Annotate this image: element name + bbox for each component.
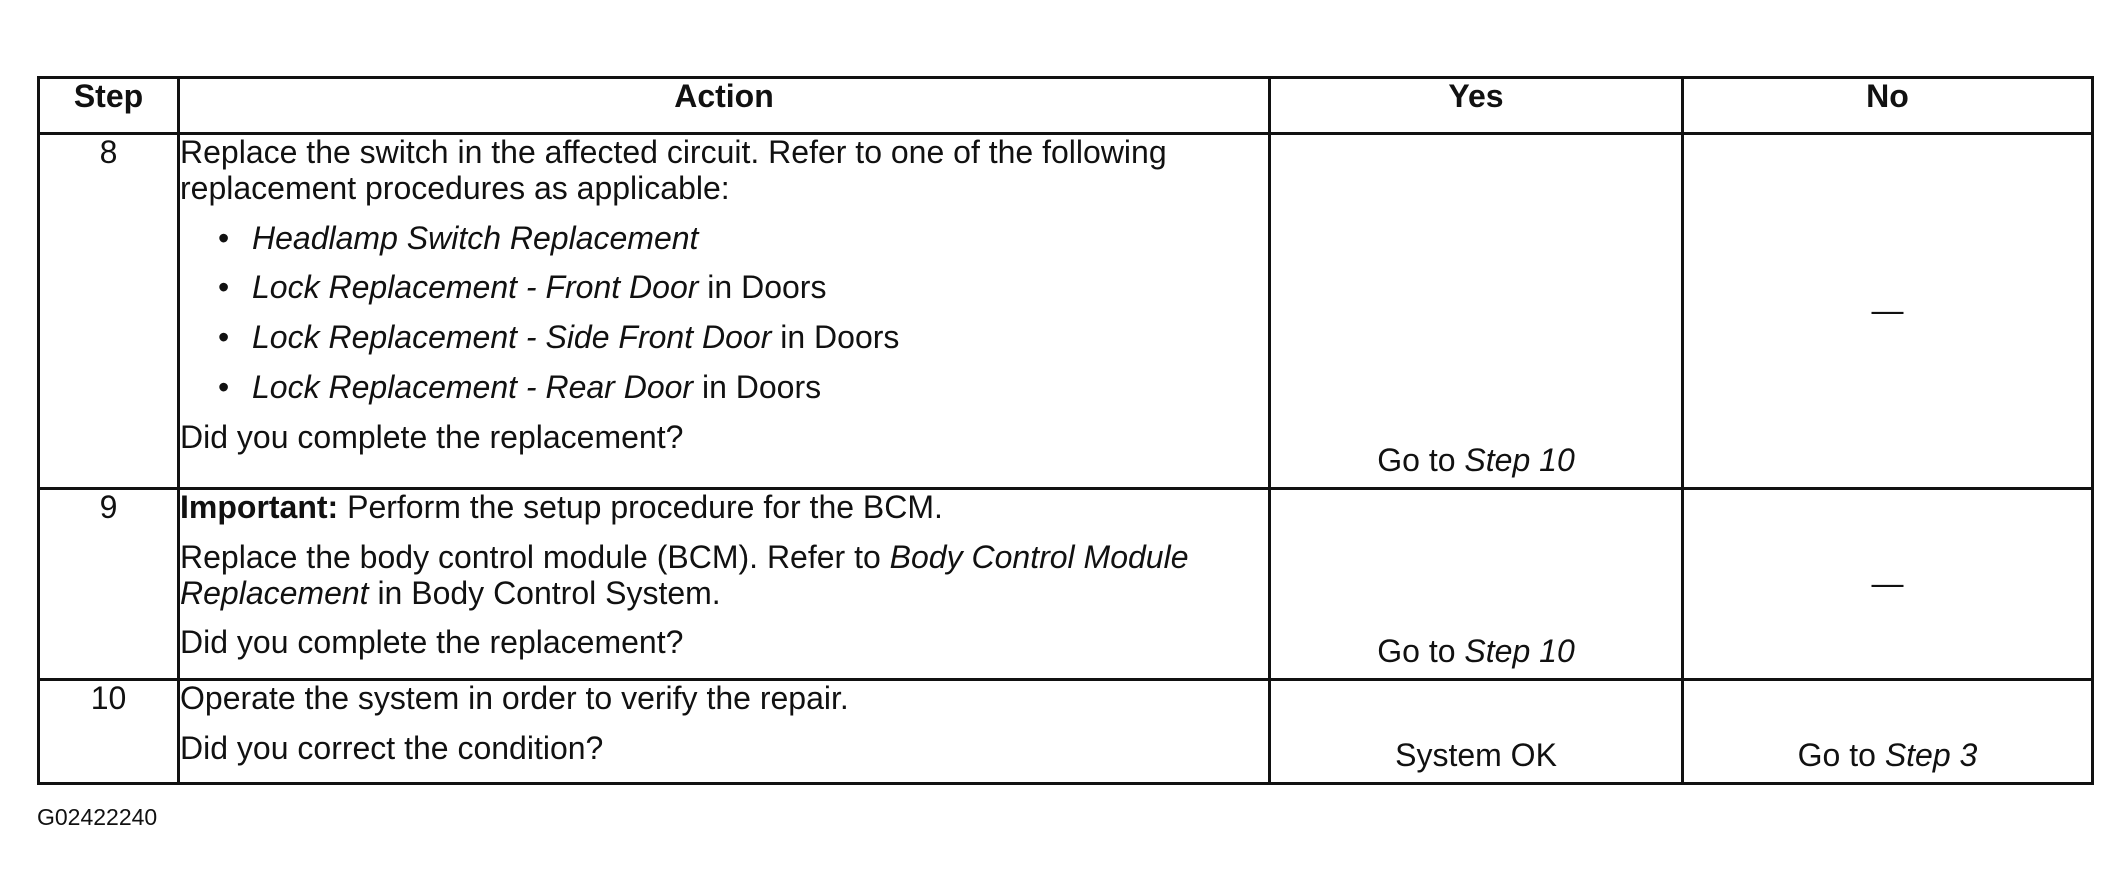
no-cell (1683, 134, 2093, 489)
table-row-step-8 (39, 134, 2093, 489)
procedure-item (218, 370, 1268, 406)
yes-prefix: Go to (1377, 442, 1465, 479)
procedure-link: Body Control Module Replacement (180, 538, 1189, 611)
figure-id: G02422240 (37, 804, 158, 830)
action-cell (179, 134, 1270, 489)
header-row (39, 78, 2093, 134)
procedure-link: Headlamp Switch Replacement (252, 219, 699, 256)
action-body (180, 540, 1268, 612)
bullet-icon: • (218, 219, 230, 256)
yes-prefix: Go to (1377, 633, 1465, 670)
yes-step-link: Step 10 (1464, 633, 1575, 670)
important-note (180, 490, 1268, 526)
important-text: Perform the setup procedure for the BCM. (338, 489, 943, 525)
procedure-suffix: in Doors (693, 369, 822, 406)
action-question: Did you complete the replacement? (180, 624, 684, 661)
action-question: Did you correct the condition? (180, 729, 604, 766)
bullet-icon: • (218, 369, 230, 406)
procedure-list (180, 221, 1268, 406)
procedure-item (218, 270, 1268, 306)
no-result: — (1871, 565, 1904, 602)
action-cell (179, 489, 1270, 680)
yes-cell (1270, 680, 1683, 784)
important-label: Important: (180, 489, 339, 525)
bullet-icon: • (218, 319, 230, 356)
no-result (1684, 738, 2091, 774)
body-suffix: in Body Control System. (368, 574, 721, 611)
body-prefix: Replace the body control module (BCM). Refer to (180, 538, 890, 575)
table-row-step-9 (39, 489, 2093, 680)
step-number: 8 (39, 134, 179, 489)
no-prefix: Go to (1797, 737, 1885, 774)
yes-cell (1270, 134, 1683, 489)
action-intro: Replace the switch in the affected circuit. Refer to one of the following replacement procedures as applicable: (180, 134, 1167, 206)
action-cell (179, 680, 1270, 784)
procedure-link: Lock Replacement - Front Door (252, 269, 699, 306)
header-action: Action (179, 78, 1270, 134)
procedure-suffix: in Doors (771, 319, 900, 356)
no-result: — (1871, 292, 1904, 329)
header-step: Step (39, 78, 179, 134)
step-number: 9 (39, 489, 179, 680)
yes-step-link: Step 10 (1464, 442, 1575, 479)
no-step-link: Step 3 (1884, 737, 1978, 774)
action-question: Did you complete the replacement? (180, 418, 684, 455)
table-row-step-10 (39, 680, 2093, 784)
header-no: No (1683, 78, 2093, 134)
action-intro: Operate the system in order to verify the repair. (180, 680, 849, 716)
procedure-item (218, 320, 1268, 356)
diagnostic-table (37, 76, 2094, 785)
procedure-link: Lock Replacement - Side Front Door (252, 319, 772, 356)
bullet-icon: • (218, 269, 230, 306)
yes-cell (1270, 489, 1683, 680)
procedure-item (218, 221, 1268, 257)
step-number: 10 (39, 680, 179, 784)
yes-result (1271, 443, 1681, 479)
yes-result (1271, 634, 1681, 670)
no-cell (1683, 489, 2093, 680)
procedure-suffix: in Doors (698, 269, 827, 306)
no-cell (1683, 680, 2093, 784)
header-yes: Yes (1270, 78, 1683, 134)
yes-result: System OK (1395, 737, 1557, 774)
procedure-link: Lock Replacement - Rear Door (252, 369, 694, 406)
